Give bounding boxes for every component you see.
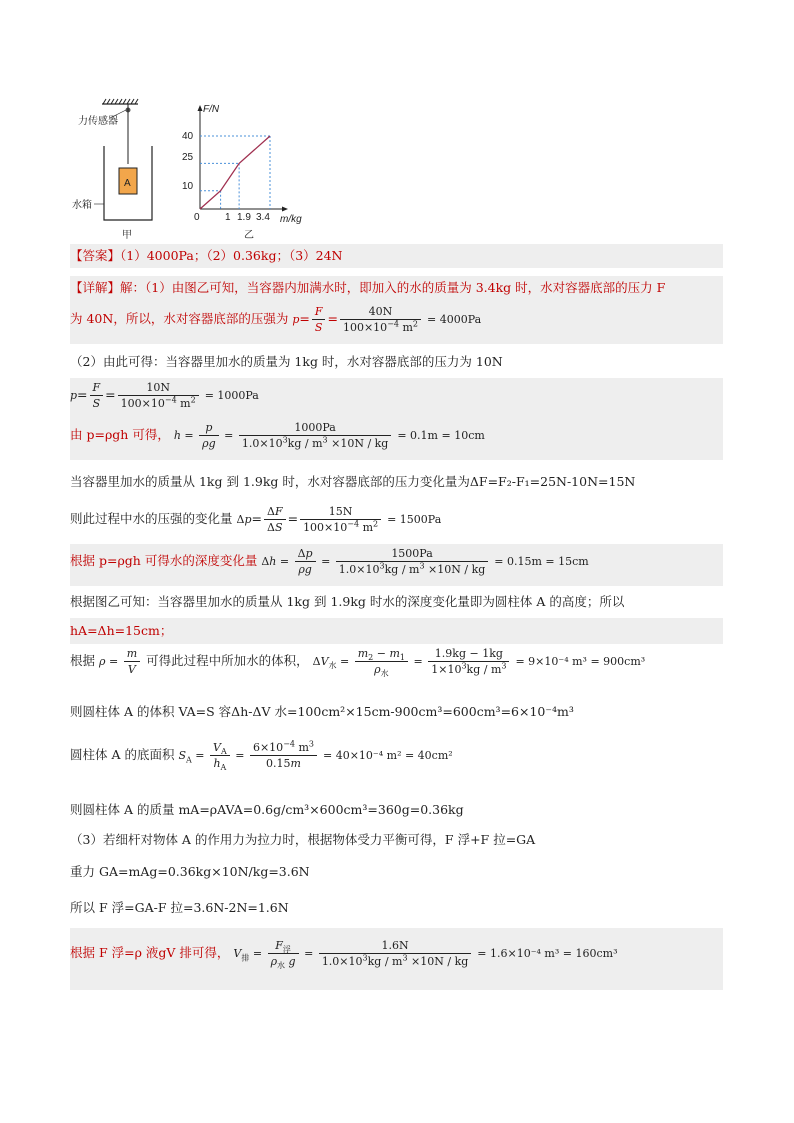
frac-ffu-rhog: $\frac{F_浮}{\rho_水 g}$ (268, 938, 299, 969)
frac-mass-diff: $\frac{1.9kg - 1kg}{1\times 10^3kg / m^3}$ (428, 646, 509, 677)
detail-line13-eq: = 40×10⁻⁴ m² = 40cm² (323, 749, 453, 762)
answer-label: 【答案】 (70, 248, 121, 263)
frac-p-rhog: $\frac{p}{\rho g}$ (199, 420, 219, 451)
detail-line10: hA=Δh=15cm； (70, 618, 723, 644)
detail-line11-pre: 根据 (70, 653, 96, 668)
detail-line1-text: 解：（1）由图乙可知，当容器内加满水时，即加入的水的质量为 3.4kg 时，水对容器底部的压力 F (120, 280, 666, 295)
frac-va-ha: $\frac{V_A}{h_A}$ (210, 740, 230, 771)
y-axis-arrow (198, 105, 203, 111)
data-line (200, 136, 270, 209)
frac-df-ds: $\frac{\Delta F}{\Delta S}$ (264, 504, 286, 535)
detail-line8-eq: = 0.15m = 15cm (494, 555, 589, 568)
graph (182, 104, 302, 225)
frac-6e-4: $\frac{6\times 10^{-4} m^3}{0.15m}$ (250, 740, 317, 771)
detail-line18-eq: = 1.6×10⁻⁴ m³ = 160cm³ (477, 947, 618, 960)
detail-line11: 根据 ρ = $\frac{m}{V}$ 可得此过程中所加水的体积， $\Delta V_水$ = $\frac{m_2 - m_1}{\rho_水}$ = $\frac{1.9kg - 1kg}{1\times 10^3kg / m^3}$ = 9×10⁻⁴ m³ = 900cm³ (70, 647, 646, 679)
detail-line2-pre: 为 40N，所以，水对容器底部的压强为 (70, 311, 289, 326)
detail-line2-eq: = 4000Pa (427, 313, 482, 326)
x-tick-1-9: 1.9 (237, 212, 251, 223)
detail-line4-eq: = 1000Pa (204, 389, 259, 402)
detail-line15: （3）若细杆对物体 A 的作用力为拉力时，根据物体受力平衡可得，F 浮+F 拉=GA (70, 832, 536, 847)
answer-text: （1）4000Pa；（2）0.36kg；（3）24N (120, 248, 343, 263)
y-axis-label: F/N (203, 104, 220, 115)
right-caption: 乙 (244, 230, 254, 241)
detail-line7-pre: 则此过程中水的压强的变化量 (70, 511, 233, 526)
detail-line2: 为 40N，所以，水对容器底部的压强为 p= $\frac{F}{S}$ = $\frac{40N}{100\times 10^{-4} m^2}$ = 4000Pa (70, 305, 482, 334)
frac-1-6n: $\frac{1.6N}{1.0\times 10^3kg / m^3 \times 10N / kg}$ (319, 938, 472, 969)
figure-svg (70, 96, 320, 241)
frac-15n: $\frac{15N}{100\times 10^{-4} m^2}$ (300, 504, 381, 535)
detail-label: 【详解】 (70, 280, 121, 295)
guide-lines (200, 136, 270, 209)
detail-line5-eq: = 0.1m = 10cm (397, 429, 485, 442)
p-var: p (70, 389, 78, 402)
detail-line18-pre: 根据 F 浮=ρ 液gV 排可得， (70, 945, 230, 960)
frac-1000pa: $\frac{1000Pa}{1.0\times 10^3kg / m^3 \times 10N / kg}$ (239, 420, 392, 451)
figure (70, 96, 320, 241)
detail-line7: 则此过程中水的压强的变化量 Δp= $\frac{\Delta F}{\Delta S}$ = $\frac{15N}{100\times 10^{-4} m^2}$ = 1500Pa (70, 505, 442, 534)
frac-f-s-2: $\frac{F}{S}$ (90, 380, 104, 411)
frac-40n: $\frac{40N}{100\times 10^{-4} m^2}$ (340, 304, 421, 335)
detail-line8: 根据 p=ρgh 可得水的深度变化量 Δh = $\frac{\Delta p}{\rho g}$ = $\frac{1500Pa}{1.0\times 10^3kg / m^3 \times 10N / kg}$ = 0.15m = 15cm (70, 544, 723, 586)
detail-line14: 则圆柱体 A 的质量 mA=ρAVA=0.6g/cm³×600cm³=360g=0.36kg (70, 802, 464, 817)
left-caption: 甲 (122, 230, 132, 241)
detail-line1 (70, 278, 723, 298)
x-axis-arrow (282, 207, 288, 212)
answer-line (70, 244, 723, 268)
detail-line16: 重力 GA=mAg=0.36kg×10N/kg=3.6N (70, 864, 310, 879)
frac-m-v: $\frac{m}{V}$ (124, 646, 140, 677)
detail-line9: 根据图乙可知：当容器里加水的质量从 1kg 到 1.9kg 时水的深度变化量即为圆柱体 A 的高度；所以 (70, 594, 625, 609)
detail-line11-eq: = 9×10⁻⁴ m³ = 900cm³ (515, 655, 646, 668)
detail-line8-pre: 根据 p=ρgh 可得水的深度变化量 (70, 553, 258, 568)
detail-line11-mid: 可得此过程中所加水的体积， (146, 653, 309, 668)
detail-line18: 根据 F 浮=ρ 液gV 排可得， $V_排$ = $\frac{F_浮}{\rho_水 g}$ = $\frac{1.6N}{1.0\times 10^3kg / m^3 \times 10N / kg}$ = 1.6×10⁻⁴ m³ = 160cm³ (70, 928, 723, 990)
tank-label: 水箱 (72, 200, 92, 211)
pressure-var: p (292, 313, 300, 326)
detail-line7-eq: = 1500Pa (387, 513, 442, 526)
y-tick-10: 10 (182, 181, 194, 192)
ceiling-hatch (102, 99, 138, 104)
detail-line6: 当容器里加水的质量从 1kg 到 1.9kg 时，水对容器底部的压力变化量为ΔF=F₂-F₁=25N-10N=15N (70, 474, 636, 489)
frac-1500pa: $\frac{1500Pa}{1.0\times 10^3kg / m^3 \times 10N / kg}$ (336, 546, 489, 577)
y-tick-25: 25 (182, 152, 194, 163)
detail-part1 (70, 276, 723, 344)
x-tick-3-4: 3.4 (256, 212, 270, 223)
frac-f-over-s: $\frac{F}{S}$ (312, 304, 326, 335)
detail-line4: p= $\frac{F}{S}$ = $\frac{10N}{100\times 10^{-4} m^2}$ = 1000Pa (70, 378, 723, 418)
origin-label: 0 (194, 212, 200, 223)
frac-dp-rhog: $\frac{\Delta p}{\rho g}$ (295, 546, 316, 577)
frac-m2-m1: $\frac{m_2 - m_1}{\rho_水}$ (355, 646, 408, 677)
detail-line3: （2）由此可得：当容器里加水的质量为 1kg 时，水对容器底部的压力为 10N (70, 354, 503, 369)
detail-line13: 圆柱体 A 的底面积 $S_A$ = $\frac{V_A}{h_A}$ = $\frac{6\times 10^{-4} m^3}{0.15m}$ = 40×10⁻⁴ m² = 40cm² (70, 739, 453, 773)
detail-line5-pre: 由 p=ρgh 可得， (70, 427, 170, 442)
frac-10n: $\frac{10N}{100\times 10^{-4} m^2}$ (118, 380, 199, 411)
detail-line5: 由 p=ρgh 可得， h = $\frac{p}{\rho g}$ = $\frac{1000Pa}{1.0\times 10^3kg / m^3 \times 10N / kg}$ = 0.1m = 10cm (70, 418, 723, 460)
detail-line17: 所以 F 浮=GA-F 拉=3.6N-2N=1.6N (70, 900, 289, 915)
x-axis-label: m/kg (280, 214, 302, 225)
x-tick-1: 1 (225, 212, 231, 223)
detail-line12: 则圆柱体 A 的体积 VA=S 容Δh-ΔV 水=100cm²×15cm-900cm³=600cm³=6×10⁻⁴m³ (70, 704, 574, 719)
y-tick-40: 40 (182, 131, 194, 142)
block-label: A (124, 178, 131, 189)
detail-line13-pre: 圆柱体 A 的底面积 (70, 747, 175, 762)
sensor-label: 力传感器 (78, 116, 118, 127)
